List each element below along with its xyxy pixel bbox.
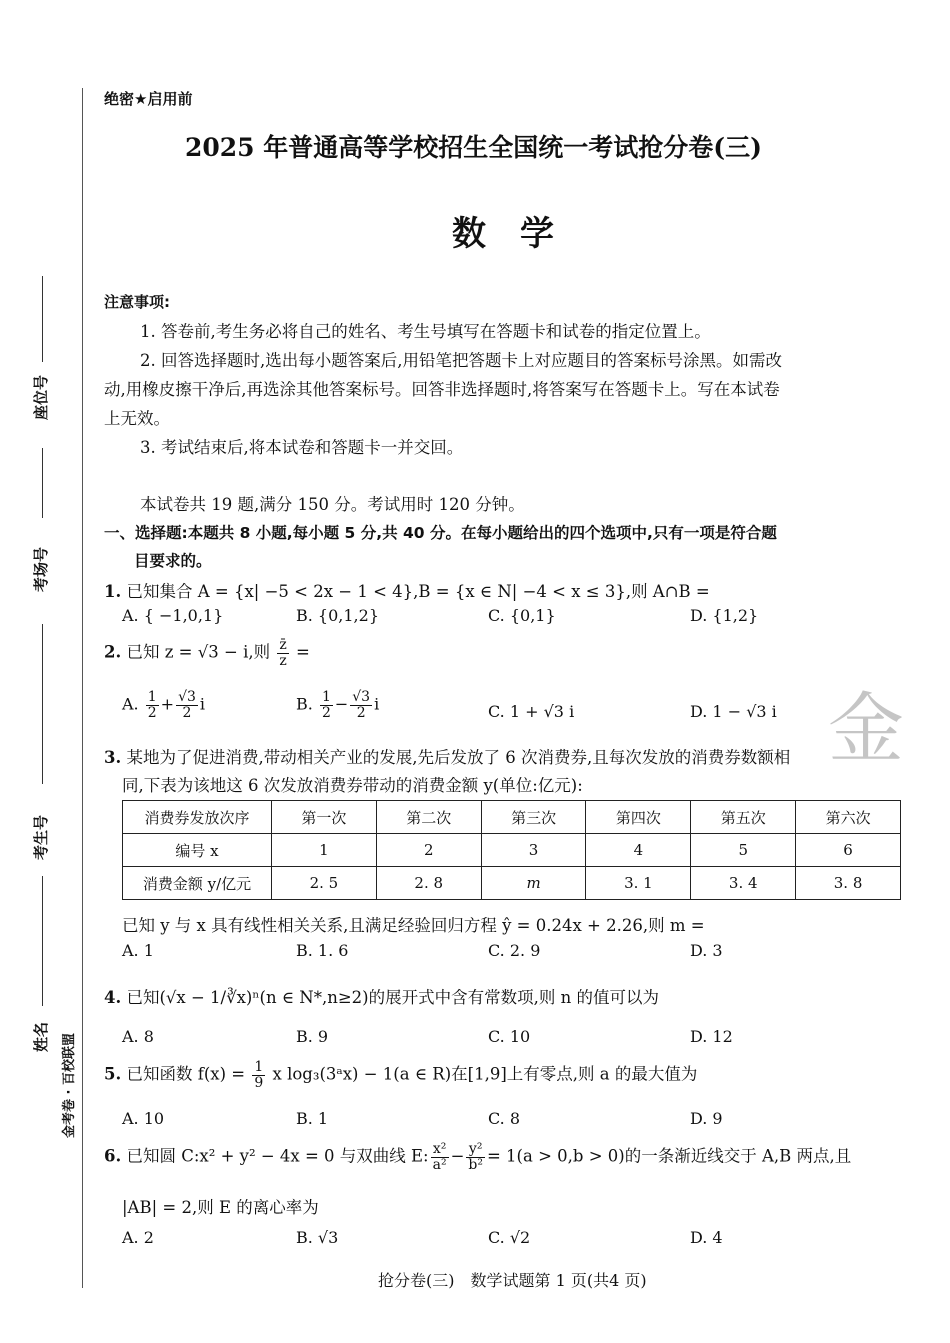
seat-label: 座位号 [32,374,50,420]
table-cell: m [481,867,586,900]
q5-option-d: D. 9 [690,1109,723,1128]
stem-mid: − [450,1146,465,1166]
section-1-heading: 一、选择题:本题共 8 小题,每小题 5 分,共 40 分。在每小题给出的四个选项中,只有一项是符合题 [104,524,777,542]
q3-option-d: D. 3 [690,941,723,960]
table-cell: 消费金额 y/亿元 [123,867,272,900]
page-footer: 抢分卷(三) 数学试题第 1 页(共4 页) [378,1271,647,1290]
table-row [123,801,901,834]
question-4 [104,984,659,1008]
notice-item-1: 1. 答卷前,考生务必将自己的姓名、考生号填写在答题卡和试卷的指定位置上。 [140,322,711,341]
question-number: 2. [104,642,122,662]
q2-option-b: B. $\frac{1}{2}$ − $\frac{√3}{2}$ i [296,689,380,721]
name-label: 姓名 [32,1021,50,1052]
table-cell: 2. 8 [376,867,481,900]
table-cell: 2 [376,834,481,867]
question-stem: 某地为了促进消费,带动相关产业的发展,先后发放了 6 次消费券,且每次发放的消费券数额相 [126,748,791,767]
consumption-table [122,800,901,900]
fraction: $\frac{z̄}{z}$ [279,637,287,669]
question-5 [104,1060,697,1090]
question-number: 6. [104,1146,122,1166]
alliance-label: 金考卷 · 百校联盟 [62,1033,77,1138]
subject-title: 数 学 [452,214,554,254]
table-header-cell: 第二次 [376,801,481,834]
table-cell: 3. 4 [691,867,796,900]
q2-option-c: C. 1 + √3 i [488,702,575,721]
stem-suffix: = [295,642,310,662]
question-number: 3. [104,748,122,767]
table-cell: 3 [481,834,586,867]
q1-option-c: C. {0,1} [488,606,556,625]
table-header-cell: 第三次 [481,801,586,834]
table-cell: 3. 1 [586,867,691,900]
notice-title: 注意事项: [104,293,170,311]
notice-item-3: 3. 考试结束后,将本试卷和答题卡一并交回。 [140,438,464,457]
q3-option-a: A. 1 [122,941,154,960]
stem-suffix: x log₃(3ᵃx) − 1(a ∈ R)在[1,9]上有零点,则 a 的最大值为 [272,1064,698,1084]
q5-option-b: B. 1 [296,1109,329,1128]
table-cell: 2. 5 [272,867,377,900]
q4-option-b: B. 9 [296,1027,329,1046]
table-cell: 4 [586,834,691,867]
fraction: $\frac{1}{9}$ [254,1059,264,1091]
notice-item-2-line-1: 2. 回答选择题时,选出每小题答案后,用铅笔把答题卡上对应题目的答案标号涂黑。如需改 [140,351,782,370]
q1-option-a: A. { −1,0,1} [122,606,224,625]
question-stem: 已知函数 f(x) = [126,1064,246,1084]
confidential-mark: 绝密★启用前 [104,90,193,108]
question-3-cont: 同,下表为该地这 6 次发放消费券带动的消费金额 y(单位:亿元): [122,776,583,795]
q4-option-a: A. 8 [122,1027,154,1046]
question-number: 5. [104,1064,122,1084]
room-label: 考场号 [32,546,50,592]
q1-option-b: B. {0,1,2} [296,606,379,625]
question-stem: 已知(√x − 1/∛x)ⁿ(n ∈ N*,n≥2)的展开式中含有常数项,则 n 的值可以为 [126,988,659,1007]
notice-item-2-line-2: 动,用橡皮擦干净后,再选涂其他答案标号。回答非选择题时,将答案写在答题卡上。写在本试卷 [104,380,780,399]
q6-option-d: D. 4 [690,1228,723,1247]
question-stem: 已知集合 A = {x| −5 < 2x − 1 < 4},B = {x ∈ N| −4 < x ≤ 3},则 A∩B = [126,582,710,601]
q4-option-c: C. 10 [488,1027,531,1046]
candidate-label: 考生号 [32,814,50,860]
table-header-cell: 第五次 [691,801,796,834]
question-6-cont: |AB| = 2,则 E 的离心率为 [122,1198,319,1217]
binding-line [82,88,83,1288]
fraction: $\frac{\text{y²}}{\text{b²}}$ [468,1141,483,1173]
table-cell: 6 [796,834,901,867]
question-3 [104,744,790,768]
name-line [42,876,43,1006]
table-row [123,834,901,867]
stem-suffix: = 1(a > 0,b > 0)的一条渐近线交于 A,B 两点,且 [486,1146,852,1166]
q2-option-a: A. $\frac{1}{2}$ + $\frac{√3}{2}$ i [122,689,206,721]
q5-option-a: A. 10 [122,1109,165,1128]
q5-option-c: C. 8 [488,1109,521,1128]
question-number: 4. [104,988,122,1007]
candidate-line [42,624,43,784]
table-header-cell: 第一次 [272,801,377,834]
table-header-cell: 消费券发放次序 [123,801,272,834]
watermark-seal: 金 [828,684,904,773]
q4-option-d: D. 12 [690,1027,733,1046]
table-row [123,867,901,900]
question-stem: 已知圆 C:x² + y² − 4x = 0 与双曲线 E: [126,1146,429,1166]
fraction: $\frac{\text{x²}}{\text{a²}}$ [432,1141,447,1173]
question-3-condition: 已知 y 与 x 具有线性相关关系,且满足经验回归方程 ŷ = 0.24x + 2.26,则 m = [122,916,705,935]
q6-option-b: B. √3 [296,1228,339,1247]
table-cell: 编号 x [123,834,272,867]
notice-item-2-line-3: 上无效。 [104,409,170,428]
q3-option-c: C. 2. 9 [488,941,541,960]
table-cell: 5 [691,834,796,867]
q2-option-d: D. 1 − √3 i [690,702,777,721]
room-line [42,448,43,518]
question-1 [104,578,710,602]
q6-option-a: A. 2 [122,1228,154,1247]
q3-option-b: B. 1. 6 [296,941,349,960]
section-1-heading-cont: 目要求的。 [134,552,212,570]
table-header-cell: 第六次 [796,801,901,834]
table-header-cell: 第四次 [586,801,691,834]
question-2 [104,638,310,668]
table-cell: 1 [272,834,377,867]
table-cell: 3. 8 [796,867,901,900]
exam-title: 2025 年普通高等学校招生全国统一考试抢分卷(三) [185,133,762,162]
exam-intro: 本试卷共 19 题,满分 150 分。考试用时 120 分钟。 [140,495,525,514]
q6-option-c: C. √2 [488,1228,531,1247]
seat-line [42,276,43,362]
question-6 [104,1142,851,1172]
question-stem: 已知 z = √3 − i,则 [126,642,271,662]
question-number: 1. [104,582,122,601]
q1-option-d: D. {1,2} [690,606,759,625]
